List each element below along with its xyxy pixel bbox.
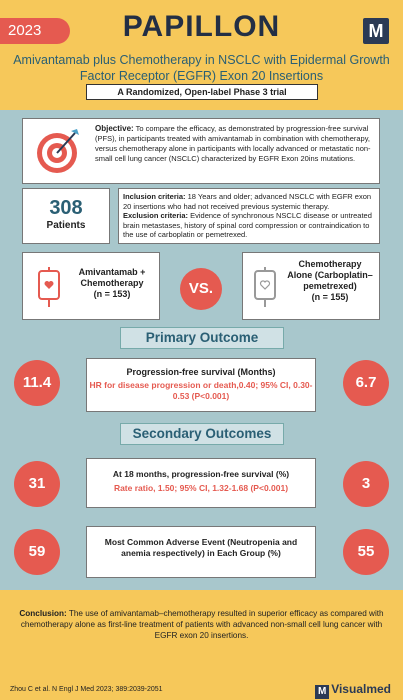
exclusion-text: Evidence of synchronous NSCLC disease or untreated brain metastases, history of spinal cord compression or contraindication to the use of carboplatin or pemetrexed. <box>123 211 372 239</box>
inclusion-label: Inclusion criteria: <box>123 192 186 201</box>
iv-bag-icon <box>37 267 61 307</box>
iv-bag-outline-icon <box>253 267 277 307</box>
secondary-1-right-value: 3 <box>343 461 389 507</box>
main-panel <box>0 110 403 590</box>
footer <box>0 592 403 700</box>
arm-chemotherapy <box>242 252 380 320</box>
arm-right-text <box>285 259 375 303</box>
citation: Zhou C et al. N Engl J Med 2023; 389:2039-2051 <box>10 686 163 693</box>
subtitle: Amivantamab plus Chemotherapy in NSCLC with Epidermal Growth Factor Receptor (EGFR) Exon 20 Insertions <box>13 53 390 83</box>
primary-detail: HR for disease progression or death,0.40; 95% CI, 0.30-0.53 (P<0.001) <box>89 380 313 401</box>
vs-badge: VS. <box>180 268 222 310</box>
secondary-2-right-value: 55 <box>343 529 389 575</box>
objective-label: Objective: <box>95 124 134 133</box>
primary-right-value: 6.7 <box>343 360 389 406</box>
secondary-2-left-value: 59 <box>14 529 60 575</box>
secondary-outcomes-heading: Secondary Outcomes <box>120 423 284 445</box>
objective-text <box>95 124 375 164</box>
objective-body: To compare the efficacy, as demonstrated by progression-free survival (PFS), in participants treated with amivantamab in combination with chemotherapy, versus chemotherapy alone in participants with locally advanced or metastatic non-small cell lung cancer (NSCLC) characterized by EGFR Exon 20ins mutations. <box>95 124 371 163</box>
exclusion-label: Exclusion criteria: <box>123 211 189 220</box>
header <box>0 0 403 108</box>
criteria-box <box>118 188 380 244</box>
secondary-2-title: Most Common Adverse Event (Neutropenia and anemia respectively) in Each Group (%) <box>104 537 298 558</box>
brand-logo-small-icon: M <box>315 685 329 699</box>
patient-label: Patients <box>46 220 86 231</box>
arm-amivantamab <box>22 252 160 320</box>
trial-type-label: A Randomized, Open-label Phase 3 trial <box>86 84 318 100</box>
arm-left-name: Amivantamab + Chemotherapy <box>78 267 146 288</box>
brand <box>315 682 391 699</box>
page-title: PAPILLON <box>122 10 281 43</box>
arm-left-text <box>69 267 155 300</box>
primary-outcome-heading: Primary Outcome <box>120 327 284 349</box>
primary-left-value: 11.4 <box>14 360 60 406</box>
arm-right-n: (n = 155) <box>311 292 349 302</box>
secondary-1-left-value: 31 <box>14 461 60 507</box>
inclusion-text: 18 Years and older; advanced NSCLC with EGFR exon 20 insertions who had not received previous systemic therapy. <box>123 192 372 211</box>
secondary-1-box <box>86 458 316 508</box>
brand-logo-icon: M <box>363 18 389 44</box>
conclusion-text <box>14 608 389 641</box>
brand-name: Visualmed <box>331 682 391 696</box>
target-icon <box>33 127 81 175</box>
patient-count: 308 <box>49 197 83 219</box>
secondary-1-title: At 18 months, progression-free survival (%) <box>112 469 290 479</box>
secondary-2-box <box>86 526 316 578</box>
arm-left-n: (n = 153) <box>93 289 131 299</box>
primary-title: Progression-free survival (Months) <box>126 367 276 377</box>
primary-outcome-box <box>86 358 316 412</box>
patients-box <box>22 188 110 244</box>
year-badge: 2023 <box>0 18 70 44</box>
conclusion-label: Conclusion: <box>19 609 67 618</box>
conclusion-body: The use of amivantamab–chemotherapy resulted in superior efficacy as compared with chemotherapy alone as first-line treatment of patients with advanced non-small cell lung cancer with EGFR exon 20 insertions. <box>20 609 384 640</box>
objective-box <box>22 118 380 184</box>
secondary-1-detail: Rate ratio, 1.50; 95% CI, 1.32-1.68 (P<0.001) <box>113 483 289 493</box>
arm-right-name: Chemotherapy Alone (Carboplatin–pemetrexed) <box>287 259 373 291</box>
